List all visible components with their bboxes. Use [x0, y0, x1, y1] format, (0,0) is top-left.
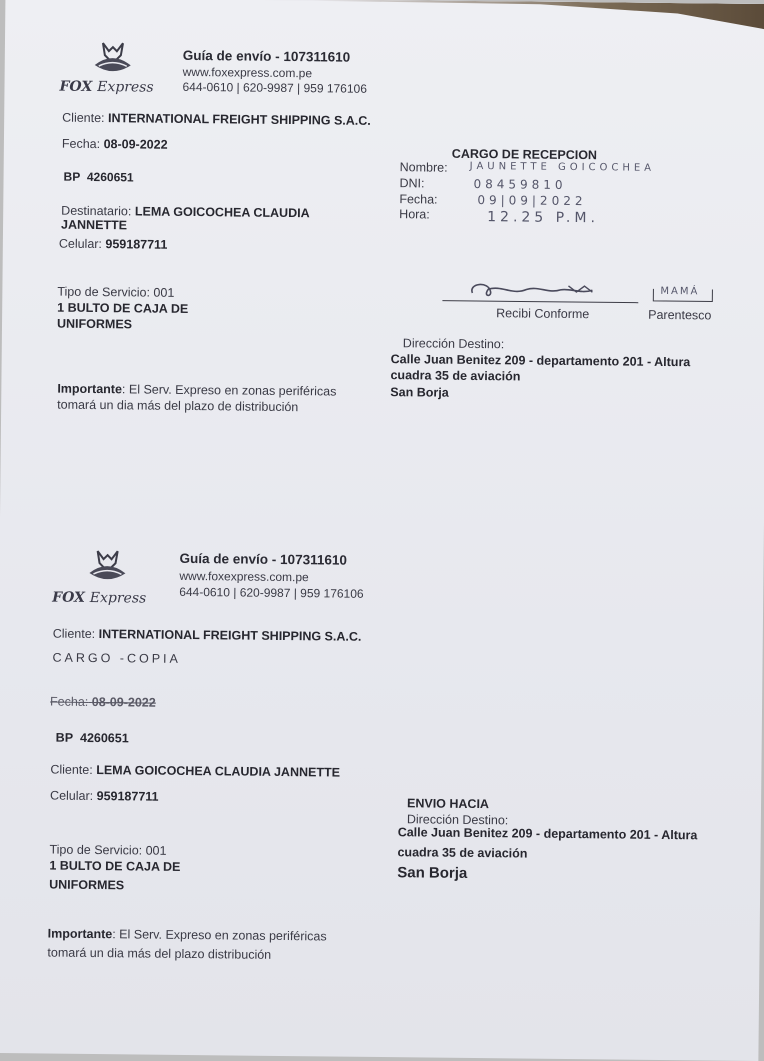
website-link[interactable]: www.foxexpress.com.pe: [179, 568, 309, 585]
received-label: Recibi Conforme: [496, 306, 590, 322]
date-row: [50, 695, 156, 710]
service-type: Tipo de Servicio: 001: [49, 842, 167, 858]
brand-fox: FOX: [52, 589, 86, 606]
fox-logo-icon: [91, 39, 135, 79]
handwritten-date: 09|09|2022: [477, 193, 587, 209]
photo-top-edge: [5, 0, 764, 30]
handwritten-dni: 08459810: [473, 176, 567, 192]
important-text-1: : El Serv. Expreso en zonas periféricas: [112, 927, 327, 944]
package-line1: 1 BULTO DE CAJA DE: [57, 300, 189, 316]
destination-line2: cuadra 35 de aviación: [397, 845, 528, 861]
name-label: Nombre:: [399, 160, 448, 175]
brand-wordmark: [59, 79, 153, 96]
important-label: Importante: [57, 381, 123, 397]
bp-value: 4260651: [79, 730, 129, 746]
bp-row: [64, 170, 134, 185]
recipient-label: Cliente:: [50, 762, 93, 778]
recipient-value-line2: JANNETTE: [61, 217, 128, 233]
service-type: Tipo de Servicio: 001: [57, 284, 175, 300]
client-value: INTERNATIONAL FREIGHT SHIPPING S.A.C.: [98, 627, 362, 644]
important-note-line2: tomará un dia más del plazo distribución: [47, 945, 272, 962]
package-line2: UNIFORMES: [56, 316, 133, 332]
recipient-value: LEMA GOICOCHEA CLAUDIA JANNETTE: [96, 763, 341, 780]
important-note-line1: [48, 927, 327, 944]
brand-express: Express: [97, 79, 154, 96]
handwritten-relationship: MAMÁ: [660, 285, 700, 298]
ship-to-title: ENVIO HACIA: [406, 796, 490, 812]
cell-value: 959187711: [96, 789, 159, 804]
important-note-line2: tomará un dia más del plazo de distribución: [57, 397, 299, 415]
client-label: Cliente:: [52, 626, 96, 642]
relationship-label: Parentesco: [648, 307, 712, 323]
bp-label: BP: [55, 730, 74, 745]
destination-district: San Borja: [397, 864, 468, 882]
brand-fox: FOX: [59, 78, 93, 95]
package-line2: UNIFORMES: [49, 877, 125, 893]
handwritten-name: JAUNETTE GOICOCHEA: [469, 160, 656, 174]
destination-district: San Borja: [390, 385, 449, 400]
brand-wordmark: [52, 590, 146, 607]
phones: 644-0610 | 620-9987 | 959 176106: [179, 584, 364, 601]
date-label: Fecha:: [61, 136, 101, 152]
cell-value: 959187711: [105, 237, 168, 252]
client-value: INTERNATIONAL FREIGHT SHIPPING S.A.C.: [107, 111, 371, 128]
fox-logo-icon: [85, 547, 129, 587]
destination-line1: Calle Juan Benitez 209 - departamento 201 - Altura: [397, 825, 698, 843]
cell-label: Celular:: [50, 788, 94, 804]
date-row: [62, 137, 168, 152]
relationship-line: [650, 287, 716, 306]
recipient-value: LEMA GOICOCHEA CLAUDIA: [134, 204, 310, 221]
time-label: Hora:: [399, 207, 430, 222]
handwritten-time: 12.25 P.M.: [487, 209, 600, 227]
guide-title: Guía de envío - 107311610: [179, 550, 348, 568]
copy-stamp: CARGO -COPIA: [52, 650, 181, 666]
recipient-label: Destinatario:: [61, 203, 132, 219]
bp-row: [56, 731, 129, 746]
important-text-1: : El Serv. Expreso en zonas periféricas: [121, 382, 337, 399]
important-note-line1: [57, 382, 336, 399]
client-row: [62, 111, 371, 128]
destination-label: Dirección Destino:: [402, 336, 505, 352]
dni-label: DNI:: [399, 176, 425, 191]
client-row: [53, 627, 362, 644]
client-label: Cliente:: [62, 110, 105, 126]
date2-label: Fecha:: [399, 192, 438, 207]
guide-title: Guía de envío - 107311610: [182, 47, 351, 65]
phones: 644-0610 | 620-9987 | 959 176106: [182, 79, 367, 96]
date-label: Fecha:: [50, 694, 89, 709]
package-line1: 1 BULTO DE CAJA DE: [49, 858, 181, 874]
destination-line1: Calle Juan Benitez 209 - departamento 201 - Altura: [390, 352, 691, 370]
brand-express: Express: [89, 589, 147, 607]
cargo-title: CARGO DE RECEPCION: [451, 146, 598, 163]
signature: [442, 277, 642, 305]
phone-row: [50, 789, 159, 804]
destination-label: Dirección Destino:: [406, 812, 509, 828]
cell-label: Celular:: [58, 236, 103, 252]
destination-line2: cuadra 35 de aviación: [390, 368, 521, 384]
recipient-row: [50, 763, 340, 780]
website-link[interactable]: www.foxexpress.com.pe: [182, 64, 313, 81]
bp-label: BP: [63, 169, 81, 184]
date-value: 08-09-2022: [91, 694, 156, 710]
bp-value: 4260651: [86, 169, 134, 185]
important-label: Importante: [47, 926, 113, 942]
date-value: 08-09-2022: [103, 137, 168, 152]
phone-row: [59, 237, 168, 252]
